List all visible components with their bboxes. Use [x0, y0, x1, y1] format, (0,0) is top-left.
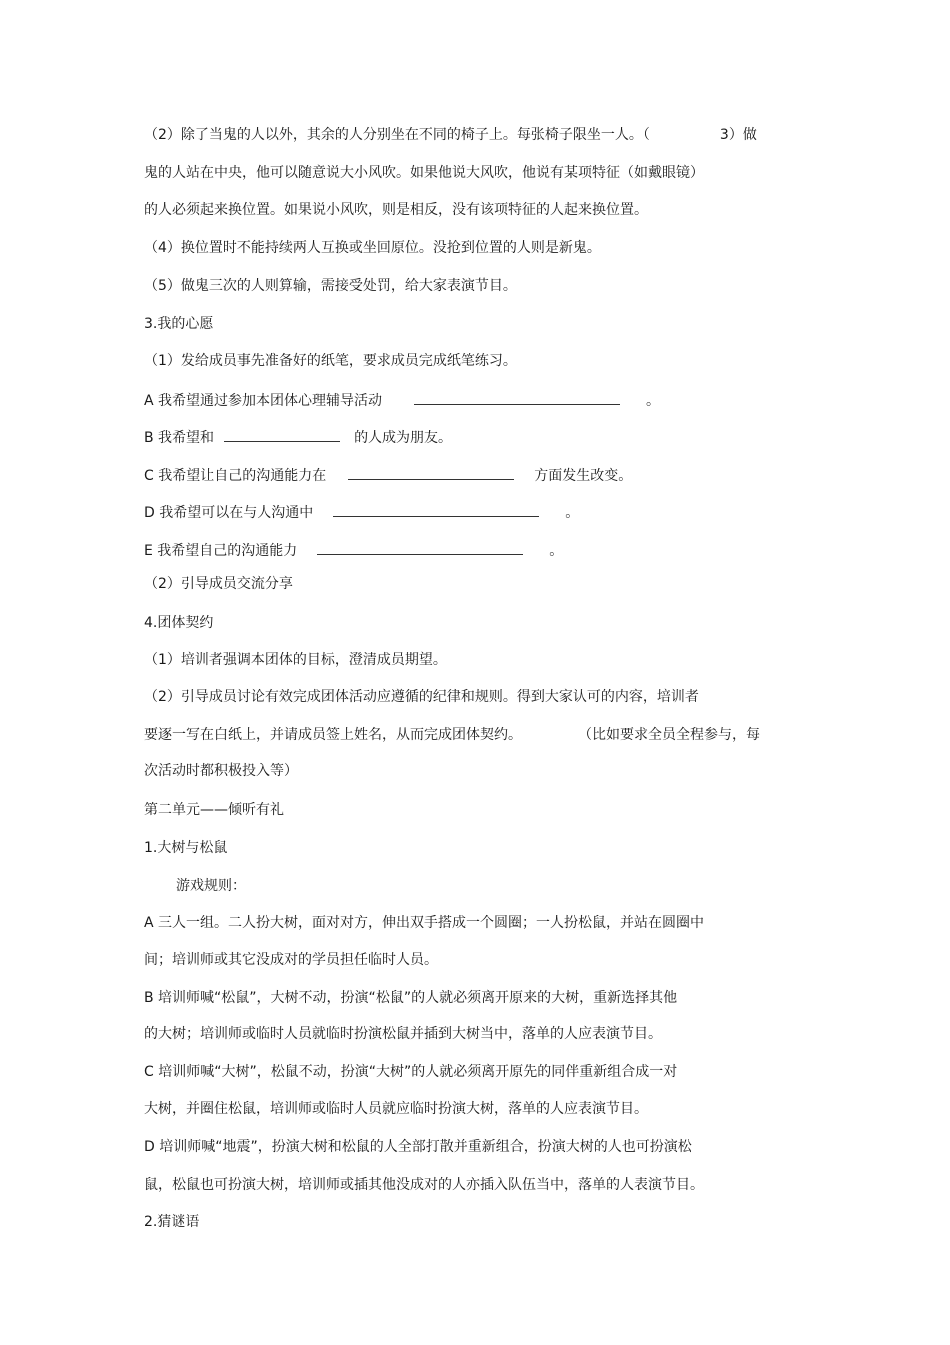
unit-heading: 第二单元——倾听有礼	[144, 802, 284, 818]
paragraph-line: （4）换位置时不能持续两人互换或坐回原位。没抢到位置的人则是新鬼。	[144, 240, 601, 256]
prompt-end: 。	[549, 543, 564, 559]
prompt-end: 的人成为朋友。	[354, 430, 453, 446]
paragraph-line: （5）做鬼三次的人则算输，需接受处罚，给大家表演节目。	[144, 278, 517, 294]
prompt-end: 。	[646, 393, 661, 409]
contract-text: 要逐一写在白纸上，并请成员签上姓名，从而完成团体契约。	[144, 727, 522, 743]
rule-3-start: 3）做	[719, 127, 757, 143]
paragraph-line: （2）引导成员交流分享	[144, 576, 293, 592]
blank-field	[224, 427, 340, 442]
prompt-text: D 我希望可以在与人沟通中	[144, 505, 314, 521]
fill-in-line	[144, 390, 660, 410]
paragraph-line: D 培训师喊“地震”，扮演大树和松鼠的人全部打散并重新组合，扮演大树的人也可扮演松	[144, 1139, 692, 1155]
paragraph-line: C 培训师喊“大树”，松鼠不动，扮演“大树”的人就必须离开原先的同伴重新组合成一对	[144, 1064, 678, 1080]
paragraph-line: 间；培训师或其它没成对的学员担任临时人员。	[144, 952, 438, 968]
paragraph-line: 的人必须起来换位置。如果说小风吹，则是相反，没有该项特征的人起来换位置。	[144, 202, 648, 218]
section-heading: 2.猜谜语	[144, 1214, 200, 1230]
blank-field	[333, 502, 539, 517]
paragraph-line: A 三人一组。二人扮大树，面对对方，伸出双手搭成一个圆圈；一人扮松鼠，并站在圆圈中	[144, 915, 705, 931]
prompt-end: 方面发生改变。	[534, 468, 633, 484]
contract-example: （比如要求全员全程参与，每	[578, 727, 760, 743]
fill-in-line	[144, 427, 452, 447]
paragraph-line: （1）发给成员事先准备好的纸笔，要求成员完成纸笔练习。	[144, 353, 517, 369]
section-heading: 1.大树与松鼠	[144, 840, 228, 856]
paragraph-line: 鬼的人站在中央，他可以随意说大小风吹。如果他说大风吹，他说有某项特征（如戴眼镜）	[144, 165, 704, 181]
prompt-text: E 我希望自己的沟通能力	[144, 543, 298, 559]
paragraph-line: （1）培训者强调本团体的目标，澄清成员期望。	[144, 652, 447, 668]
paragraph-line	[144, 726, 760, 744]
paragraph-line: 的大树；培训师或临时人员就临时扮演松鼠并插到大树当中，落单的人应表演节目。	[144, 1026, 662, 1042]
prompt-text: C 我希望让自己的沟通能力在	[144, 468, 327, 484]
paragraph-line: 次活动时都积极投入等）	[144, 763, 298, 779]
blank-field	[414, 390, 620, 405]
prompt-text: B 我希望和	[144, 430, 215, 446]
rule-2-text: （2）除了当鬼的人以外，其余的人分别坐在不同的椅子上。每张椅子限坐一人。（	[144, 127, 650, 143]
prompt-text: A 我希望通过参加本团体心理辅导活动	[144, 393, 383, 409]
fill-in-line	[144, 540, 563, 560]
section-heading: 4.团体契约	[144, 615, 214, 631]
blank-field	[348, 465, 514, 480]
fill-in-line	[144, 465, 632, 485]
fill-in-line	[144, 502, 579, 522]
paragraph-line: B 培训师喊“松鼠”，大树不动，扮演“松鼠”的人就必须离开原来的大树，重新选择其他	[144, 990, 678, 1006]
section-heading: 3.我的心愿	[144, 316, 214, 332]
paragraph-line: （2）引导成员讨论有效完成团体活动应遵循的纪律和规则。得到大家认可的内容，培训者	[144, 689, 699, 705]
paragraph-line: 鼠，松鼠也可扮演大树，培训师或插其他没成对的人亦插入队伍当中，落单的人表演节目。	[144, 1177, 704, 1193]
paragraph-line: 大树，并圈住松鼠，培训师或临时人员就应临时扮演大树，落单的人应表演节目。	[144, 1101, 648, 1117]
prompt-end: 。	[565, 505, 580, 521]
paragraph-line	[144, 126, 757, 144]
subheading: 游戏规则：	[176, 878, 246, 894]
blank-field	[317, 540, 523, 555]
